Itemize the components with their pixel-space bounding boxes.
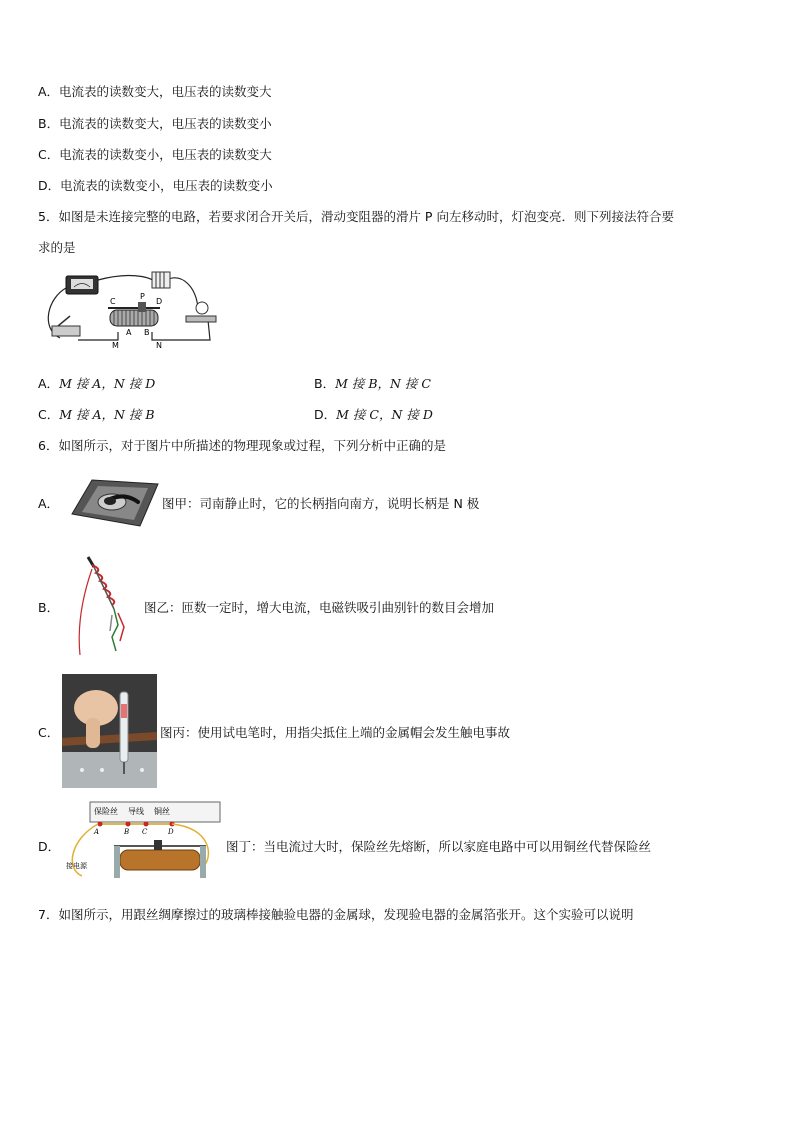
q4-option-b: B．电流表的读数变大，电压表的读数变小 (38, 116, 272, 131)
q4-option-a: A．电流表的读数变大，电压表的读数变大 (38, 84, 272, 99)
q4-option-d: D．电流表的读数变小，电压表的读数变小 (38, 178, 273, 193)
label-c: C (142, 828, 148, 836)
label-d: D (168, 828, 174, 836)
q5-option-b: B．M 接 B，N 接 C (314, 376, 431, 391)
q7-stem: 7．如图所示，用跟丝绸摩擦过的玻璃棒接触验电器的金属球，发现验电器的金属箔张开。这个实验可以说明 (38, 907, 634, 922)
q4-option-c: C．电流表的读数变小，电压表的读数变大 (38, 147, 272, 162)
q5-circuit-figure (38, 268, 220, 354)
electromagnet-figure (66, 555, 136, 659)
q6-option-a-caption: 图甲：司南静止时，它的长柄指向南方，说明长柄是 N 极 (162, 496, 480, 511)
label-power: 接电源 (66, 862, 87, 870)
q6-option-b-letter: B． (38, 600, 60, 615)
label-d: D (156, 297, 163, 306)
label-p: P (140, 292, 145, 301)
q6-option-a-letter: A． (38, 496, 60, 511)
q6-option-d-letter: D． (38, 839, 61, 854)
test-pen-figure (62, 674, 157, 788)
q5-option-a: A．M 接 A，N 接 D (38, 376, 156, 391)
q5-stem-line2: 求的是 (38, 240, 76, 255)
q6-option-b-caption: 图乙：匝数一定时，增大电流，电磁铁吸引曲别针的数目会增加 (144, 600, 495, 615)
label-n: N (156, 341, 162, 350)
fuse-experiment-figure (62, 798, 222, 890)
compass-sinan-figure (62, 474, 160, 530)
label-b: B (124, 828, 130, 836)
label-a: A (94, 828, 100, 836)
q5-option-c: C．M 接 A，N 接 B (38, 407, 155, 422)
label-c: C (110, 297, 116, 306)
label-copper: 铜丝 (154, 807, 170, 816)
q6-option-c-caption: 图丙：使用试电笔时，用指尖抵住上端的金属帽会发生触电事故 (160, 725, 511, 740)
label-fuse: 保险丝 (94, 807, 118, 816)
label-a: A (126, 328, 132, 337)
q6-option-c-letter: C． (38, 725, 60, 740)
label-wire: 导线 (128, 807, 144, 816)
q6-stem: 6．如图所示，对于图片中所描述的物理现象或过程，下列分析中正确的是 (38, 438, 446, 453)
q5-option-d: D．M 接 C，N 接 D (314, 407, 433, 422)
label-b: B (144, 328, 150, 337)
q6-option-d-caption: 图丁：当电流过大时，保险丝先熔断，所以家庭电路中可以用铜丝代替保险丝 (226, 839, 652, 854)
label-m: M (112, 341, 119, 350)
q5-stem-line1: 5．如图是未连接完整的电路，若要求闭合开关后，滑动变阻器的滑片 P 向左移动时，灯泡变亮．则下列接法符合要 (38, 209, 674, 224)
